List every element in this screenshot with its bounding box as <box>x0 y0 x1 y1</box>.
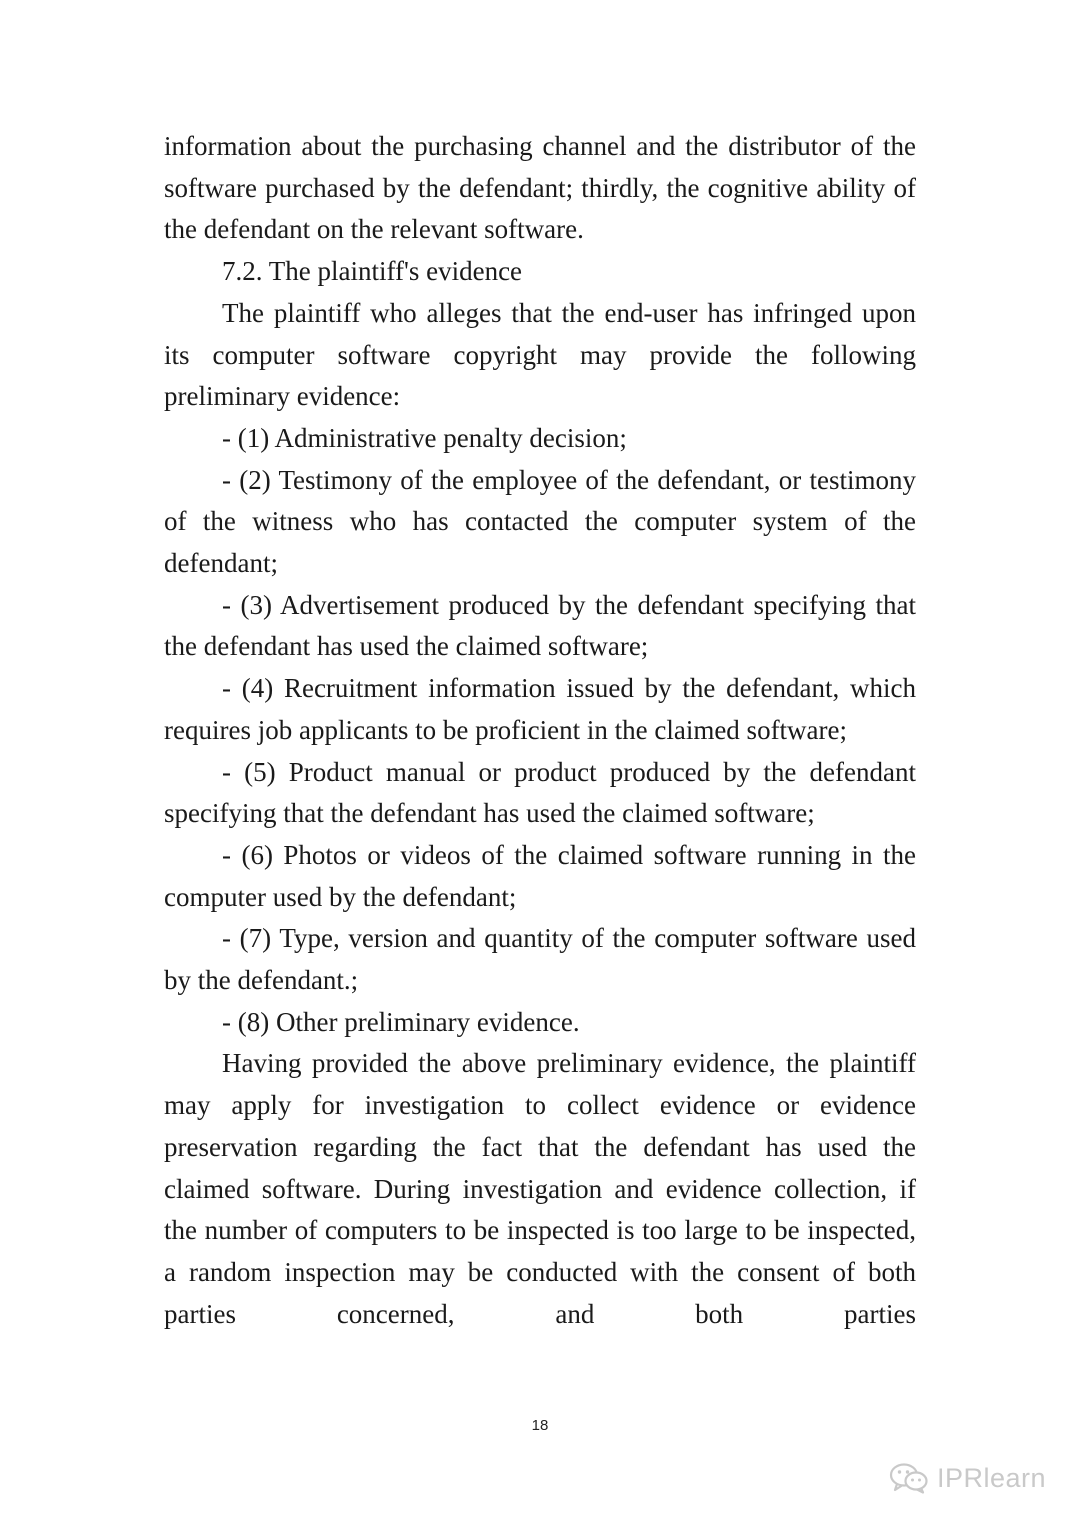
watermark <box>889 1462 1046 1494</box>
section-heading: 7.2. The plaintiff's evidence <box>222 256 523 287</box>
paragraph-investigation: Having provided the above preliminary evidence, the plaintiff may apply for investigation to collect evidence or evidence preservation regarding the fact that the defendant has used the claimed software. During investigation and evidence collection, if the number of computers to be inspected is too large to be inspected, a random inspection may be conducted with the consent of both parties concerned, and both parties <box>164 1048 916 1329</box>
wechat-icon <box>889 1462 929 1494</box>
evidence-item-2: - (2) Testimony of the employee of the defendant, or testimony of the witness who has contacted the computer system of the defendant; <box>164 464 916 579</box>
evidence-item-8: - (8) Other preliminary evidence. <box>222 1006 580 1037</box>
evidence-item-7: - (7) Type, version and quantity of the computer software used by the defendant.; <box>164 923 916 996</box>
paragraph-intro: The plaintiff who alleges that the end-user has infringed upon its computer software copyright may provide the following preliminary evidence: <box>164 297 916 412</box>
watermark-text: IPRlearn <box>936 1462 1046 1493</box>
page-body <box>164 126 916 1335</box>
evidence-item-6: - (6) Photos or videos of the claimed software running in the computer used by the defendant; <box>164 839 916 912</box>
page-number: 18 <box>531 1417 549 1434</box>
evidence-item-3: - (3) Advertisement produced by the defendant specifying that the defendant has used the claimed software; <box>164 589 916 662</box>
evidence-item-1: - (1) Administrative penalty decision; <box>222 422 627 453</box>
evidence-item-4: - (4) Recruitment information issued by the defendant, which requires job applicants to be proficient in the claimed software; <box>164 673 916 745</box>
evidence-item-5: - (5) Product manual or product produced by the defendant specifying that the defendant has used the claimed software; <box>164 756 916 829</box>
paragraph-continuation: information about the purchasing channel and the distributor of the software purchased by the defendant; thirdly, the cognitive ability of the defendant on the relevant software. <box>164 131 916 245</box>
